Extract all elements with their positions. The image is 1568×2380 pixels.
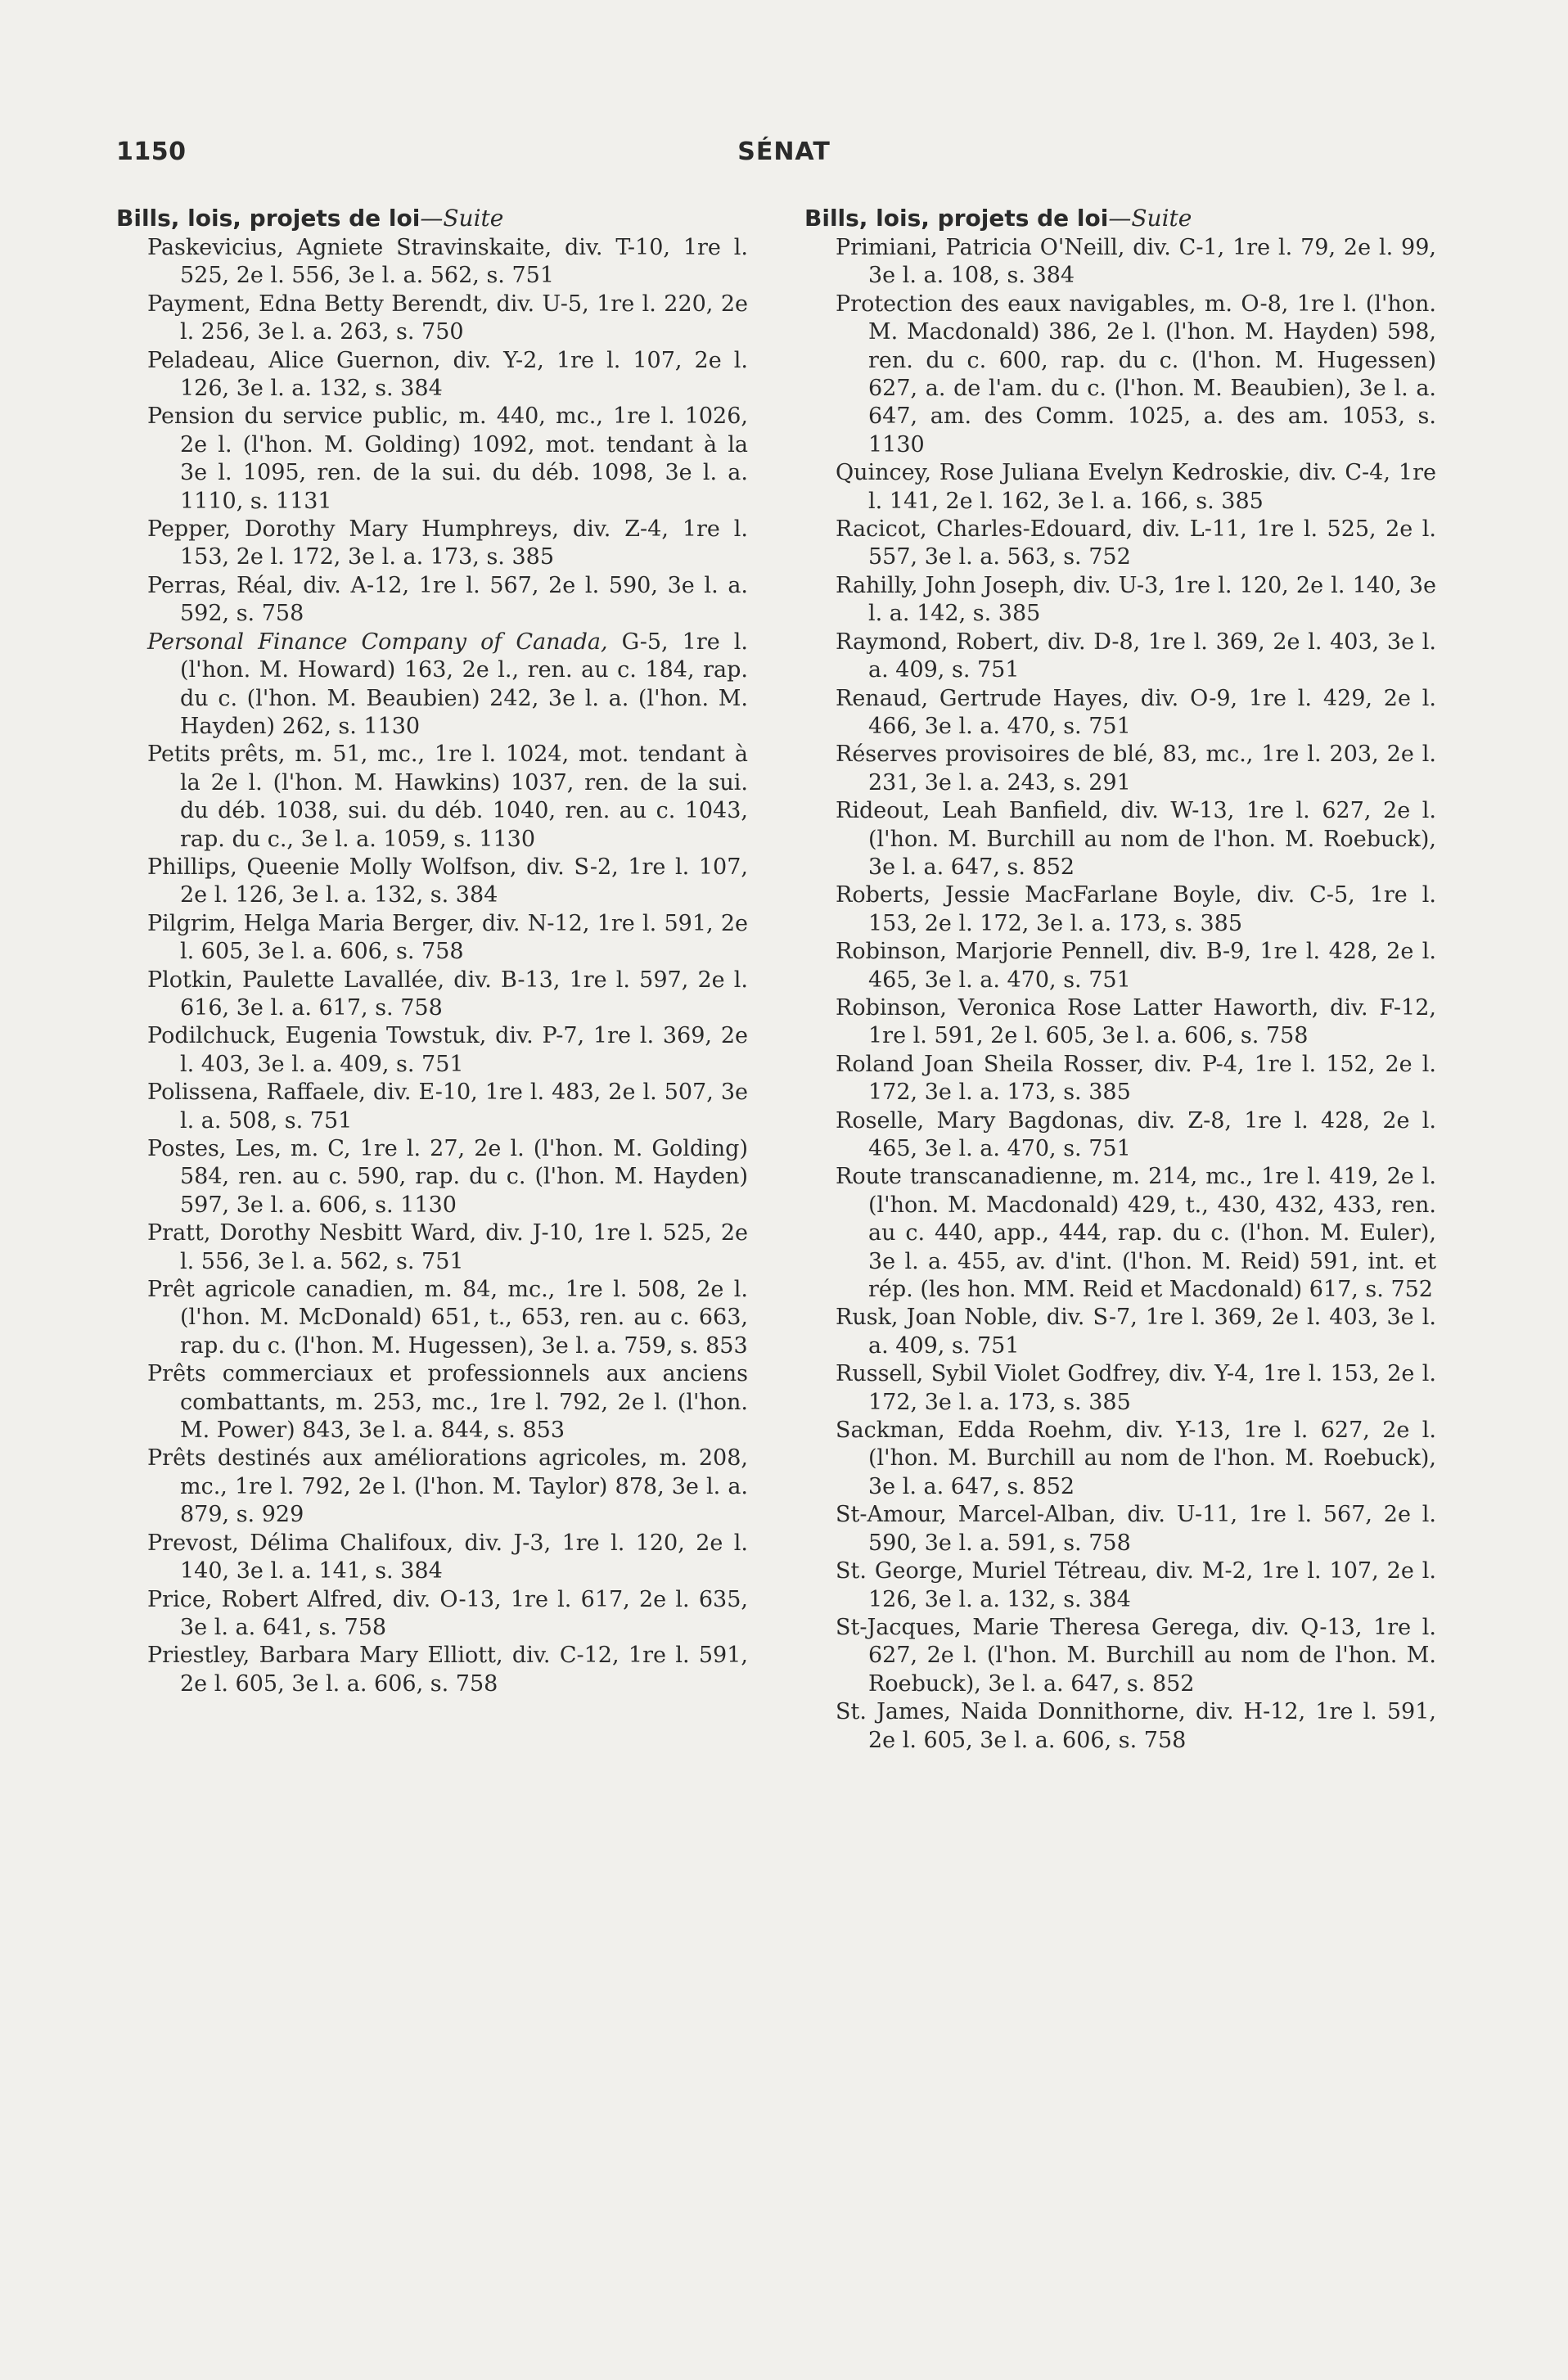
index-entry: St-Jacques, Marie Theresa Gerega, div. Q-13, 1re l. 627, 2e l. (l'hon. M. Burchill au nom de l'hon. M. Roebuck), 3e l. a. 647, s. 852: [836, 1614, 1436, 1697]
index-entry: Roland Joan Sheila Rosser, div. P-4, 1re l. 152, 2e l. 172, 3e l. a. 173, s. 385: [836, 1051, 1436, 1106]
left-column: [116, 203, 748, 1698]
index-entry: Price, Robert Alfred, div. O-13, 1re l. 617, 2e l. 635, 3e l. a. 641, s. 758: [147, 1586, 748, 1640]
index-entry: St. James, Naida Donnithorne, div. H-12, 1re l. 591, 2e l. 605, 3e l. a. 606, s. 758: [836, 1699, 1436, 1753]
index-entry: Renaud, Gertrude Hayes, div. O-9, 1re l. 429, 2e l. 466, 3e l. a. 470, s. 751: [836, 685, 1436, 739]
index-entry: Roberts, Jessie MacFarlane Boyle, div. C-5, 1re l. 153, 2e l. 172, 3e l. a. 173, s. 385: [836, 882, 1436, 936]
index-entry: Roselle, Mary Bagdonas, div. Z-8, 1re l. 428, 2e l. 465, 3e l. a. 470, s. 751: [836, 1107, 1436, 1161]
index-entry: Postes, Les, m. C, 1re l. 27, 2e l. (l'hon. M. Golding) 584, ren. au c. 590, rap. du c. (l'hon. M. Hayden) 597, 3e l. a. 606, s. 1130: [147, 1136, 748, 1218]
index-entry: Paskevicius, Agniete Stravinskaite, div. T-10, 1re l. 525, 2e l. 556, 3e l. a. 562, s. 751: [147, 235, 748, 289]
index-entry: Prevost, Délima Chalifoux, div. J-3, 1re l. 120, 2e l. 140, 3e l. a. 141, s. 384: [147, 1530, 748, 1584]
index-entry: Prêt agricole canadien, m. 84, mc., 1re l. 508, 2e l. (l'hon. M. McDonald) 651, t., 653, ren. au c. 663, rap. du c. (l'hon. M. Hugessen), 3e l. a. 759, s. 853: [147, 1277, 748, 1359]
index-entry: Phillips, Queenie Molly Wolfson, div. S-2, 1re l. 107, 2e l. 126, 3e l. a. 132, s. 384: [147, 854, 748, 908]
index-entry: St. George, Muriel Tétreau, div. M-2, 1re l. 107, 2e l. 126, 3e l. a. 132, s. 384: [836, 1558, 1436, 1612]
index-entry: Pension du service public, m. 440, mc., 1re l. 1026, 2e l. (l'hon. M. Golding) 1092, mot. tendant à la 3e l. 1095, ren. de la sui. du déb. 1098, 3e l. a. 1110, s. 1131: [147, 403, 748, 514]
index-entry: Rahilly, John Joseph, div. U-3, 1re l. 120, 2e l. 140, 3e l. a. 142, s. 385: [836, 572, 1436, 627]
section-heading: Bills, lois, projets de loi—Suite: [804, 205, 1192, 232]
index-entry: Polissena, Raffaele, div. E-10, 1re l. 483, 2e l. 507, 3e l. a. 508, s. 751: [147, 1080, 748, 1134]
index-entry: Payment, Edna Betty Berendt, div. U-5, 1re l. 220, 2e l. 256, 3e l. a. 263, s. 750: [147, 291, 748, 345]
section-heading: Bills, lois, projets de loi—Suite: [116, 205, 504, 232]
index-entry: Podilchuck, Eugenia Towstuk, div. P-7, 1re l. 369, 2e l. 403, 3e l. a. 409, s. 751: [147, 1023, 748, 1077]
index-entry: Pilgrim, Helga Maria Berger, div. N-12, 1re l. 591, 2e l. 605, 3e l. a. 606, s. 758: [147, 910, 748, 965]
index-entry: Plotkin, Paulette Lavallée, div. B-13, 1re l. 597, 2e l. 616, 3e l. a. 617, s. 758: [147, 967, 748, 1021]
right-column: [804, 203, 1436, 1755]
index-entry: Pratt, Dorothy Nesbitt Ward, div. J-10, 1re l. 525, 2e l. 556, 3e l. a. 562, s. 751: [147, 1220, 748, 1274]
page-header: [0, 137, 1568, 174]
index-entry: Priestley, Barbara Mary Elliott, div. C-12, 1re l. 591, 2e l. 605, 3e l. a. 606, s. 758: [147, 1643, 748, 1697]
index-entry: Rideout, Leah Banfield, div. W-13, 1re l. 627, 2e l. (l'hon. M. Burchill au nom de l'hon. M. Roebuck), 3e l. a. 647, s. 852: [836, 798, 1436, 880]
index-entry: Protection des eaux navigables, m. O-8, 1re l. (l'hon. M. Macdonald) 386, 2e l. (l'hon. M. Hayden) 598, ren. du c. 600, rap. du c. (l'hon. M. Hugessen) 627, a. de l'am. du c. (l'hon. M. Beaubien), 3e l. a. 647, am. des Comm. 1025, a. des am. 1053, s. 1130: [836, 291, 1436, 458]
index-entry: Perras, Réal, div. A-12, 1re l. 567, 2e l. 590, 3e l. a. 592, s. 758: [147, 572, 748, 627]
index-entry: Primiani, Patricia O'Neill, div. C-1, 1re l. 79, 2e l. 99, 3e l. a. 108, s. 384: [836, 235, 1436, 289]
index-entry: Sackman, Edda Roehm, div. Y-13, 1re l. 627, 2e l. (l'hon. M. Burchill au nom de l'hon. M. Roebuck), 3e l. a. 647, s. 852: [836, 1418, 1436, 1499]
page-number: 1150: [116, 137, 187, 166]
index-entry: Peladeau, Alice Guernon, div. Y-2, 1re l. 107, 2e l. 126, 3e l. a. 132, s. 384: [147, 347, 748, 402]
index-entry: St-Amour, Marcel-Alban, div. U-11, 1re l. 567, 2e l. 590, 3e l. a. 591, s. 758: [836, 1502, 1436, 1556]
index-entry: Personal Finance Company of Canada, G-5, 1re l. (l'hon. M. Howard) 163, 2e l., ren. au c. 184, rap. du c. (l'hon. M. Beaubien) 242, 3e l. a. (l'hon. M. Hayden) 262, s. 1130: [147, 629, 748, 739]
index-entry: Prêts destinés aux améliorations agricoles, m. 208, mc., 1re l. 792, 2e l. (l'hon. M. Taylor) 878, 3e l. a. 879, s. 929: [147, 1445, 748, 1528]
index-entry: Racicot, Charles-Edouard, div. L-11, 1re l. 525, 2e l. 557, 3e l. a. 563, s. 752: [836, 516, 1436, 570]
index-entry: Russell, Sybil Violet Godfrey, div. Y-4, 1re l. 153, 2e l. 172, 3e l. a. 173, s. 385: [836, 1361, 1436, 1415]
index-entry: Réserves provisoires de blé, 83, mc., 1re l. 203, 2e l. 231, 3e l. a. 243, s. 291: [836, 741, 1436, 796]
index-entry: Robinson, Marjorie Pennell, div. B-9, 1re l. 428, 2e l. 465, 3e l. a. 470, s. 751: [836, 939, 1436, 993]
index-entry: Petits prêts, m. 51, mc., 1re l. 1024, mot. tendant à la 2e l. (l'hon. M. Hawkins) 1037, ren. de la sui. du déb. 1038, sui. du déb. 1040, ren. au c. 1043, rap. du c., 3e l. a. 1059, s. 1130: [147, 741, 748, 852]
index-entry: Quincey, Rose Juliana Evelyn Kedroskie, div. C-4, 1re l. 141, 2e l. 162, 3e l. a. 166, s. 385: [836, 460, 1436, 514]
index-entry: Raymond, Robert, div. D-8, 1re l. 369, 2e l. 403, 3e l. a. 409, s. 751: [836, 629, 1436, 683]
index-entry: Robinson, Veronica Rose Latter Haworth, div. F-12, 1re l. 591, 2e l. 605, 3e l. a. 606, s. 758: [836, 994, 1436, 1049]
index-entry: Rusk, Joan Noble, div. S-7, 1re l. 369, 2e l. 403, 3e l. a. 409, s. 751: [836, 1305, 1436, 1359]
index-entry: Pepper, Dorothy Mary Humphreys, div. Z-4, 1re l. 153, 2e l. 172, 3e l. a. 173, s. 385: [147, 516, 748, 570]
running-head: SÉNAT: [737, 137, 831, 166]
index-entry: Route transcanadienne, m. 214, mc., 1re l. 419, 2e l. (l'hon. M. Macdonald) 429, t., 430, 432, 433, ren. au c. 440, app., 444, rap. du c. (l'hon. M. Euler), 3e l. a. 455, av. d'int. (l'hon. M. Reid) 591, int. et rép. (les hon. MM. Reid et Macdonald) 617, s. 752: [836, 1164, 1436, 1303]
index-entry: Prêts commerciaux et professionnels aux anciens combattants, m. 253, mc., 1re l. 792, 2e l. (l'hon. M. Power) 843, 3e l. a. 844, s. 853: [147, 1361, 748, 1444]
